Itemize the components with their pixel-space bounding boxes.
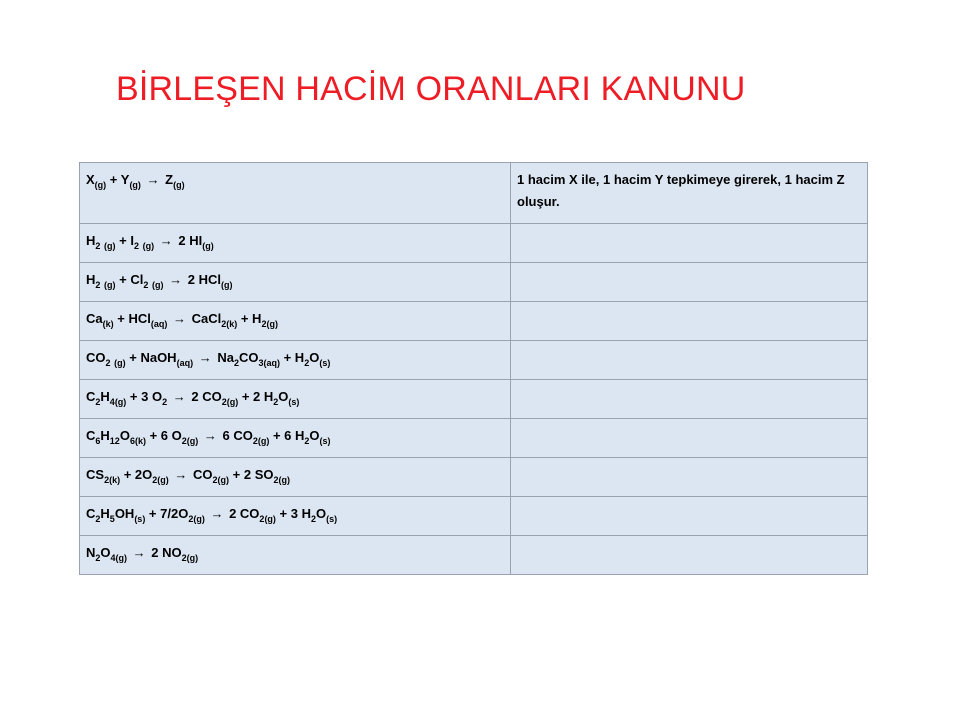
equation-cell: $C_6H_{12}O_{6(k)} + 6$ $O_{2(g)} \to 6$ $CO_{2(g)} + 6$ $H_2O_{(s)}$ — [80, 419, 511, 458]
note-cell — [511, 341, 868, 380]
table-row — [80, 419, 868, 458]
note-cell — [511, 419, 868, 458]
table-row — [80, 224, 868, 263]
equation-cell: $X_{(g)} + Y_{(g)} \to Z_{(g)}$ — [80, 163, 511, 224]
table-row — [80, 263, 868, 302]
table-row — [80, 302, 868, 341]
note-cell — [511, 224, 868, 263]
reaction-table-body — [80, 163, 868, 575]
table-row — [80, 497, 868, 536]
equation-cell: $H_2$ $_{(g)} + I_2$ $_{(g)}$ → 2 $HI_{(g)}$ — [80, 224, 511, 263]
table-row — [80, 163, 868, 224]
note-cell — [511, 497, 868, 536]
slide-title: BİRLEŞEN HACİM ORANLARI KANUNU — [116, 70, 746, 108]
table-row — [80, 380, 868, 419]
note-cell — [511, 536, 868, 575]
note-cell — [511, 458, 868, 497]
note-cell — [511, 380, 868, 419]
note-cell — [511, 302, 868, 341]
note-cell: 1 hacim X ile, 1 hacim Y tepkimeye girerek, 1 hacim Z oluşur. — [511, 163, 868, 224]
reaction-table — [79, 162, 868, 575]
equation-cell: $N_2O_{4(g)} \to 2$ $NO_{2(g)}$ — [80, 536, 511, 575]
equation-cell: $CS_{2(k)} + 2O_{2(g)} \to CO_{2(g)} + 2$ $SO_{2(g)}$ — [80, 458, 511, 497]
table-row — [80, 536, 868, 575]
equation-cell: $C_2H_5OH_{(s)} + 7/2O_{2(g)} \to 2$ $CO_{2(g)} + 3$ $H_2O_{(s)}$ — [80, 497, 511, 536]
equation-cell: $C_2H_{4(g)} + 3$ $O_2 \to 2$ $CO_{2(g)} + 2$ $H_2O_{(s)}$ — [80, 380, 511, 419]
table-row — [80, 458, 868, 497]
equation-cell: $CO_2$ $_{(g)}$ + NaOH$_{(aq)}$ → $Na_2CO_{3(aq)} + H_2O_{(s)}$ — [80, 341, 511, 380]
equation-cell: $Ca_{(k)} + HCl_{(aq)}$ → CaCl$_{2(k)}$ + $H_{2(g)}$ — [80, 302, 511, 341]
note-cell — [511, 263, 868, 302]
table-row — [80, 341, 868, 380]
equation-cell: $H_2$ $_{(g)} + Cl_2$ $_{(g)}$ → 2 HCl$_{(g)}$ — [80, 263, 511, 302]
